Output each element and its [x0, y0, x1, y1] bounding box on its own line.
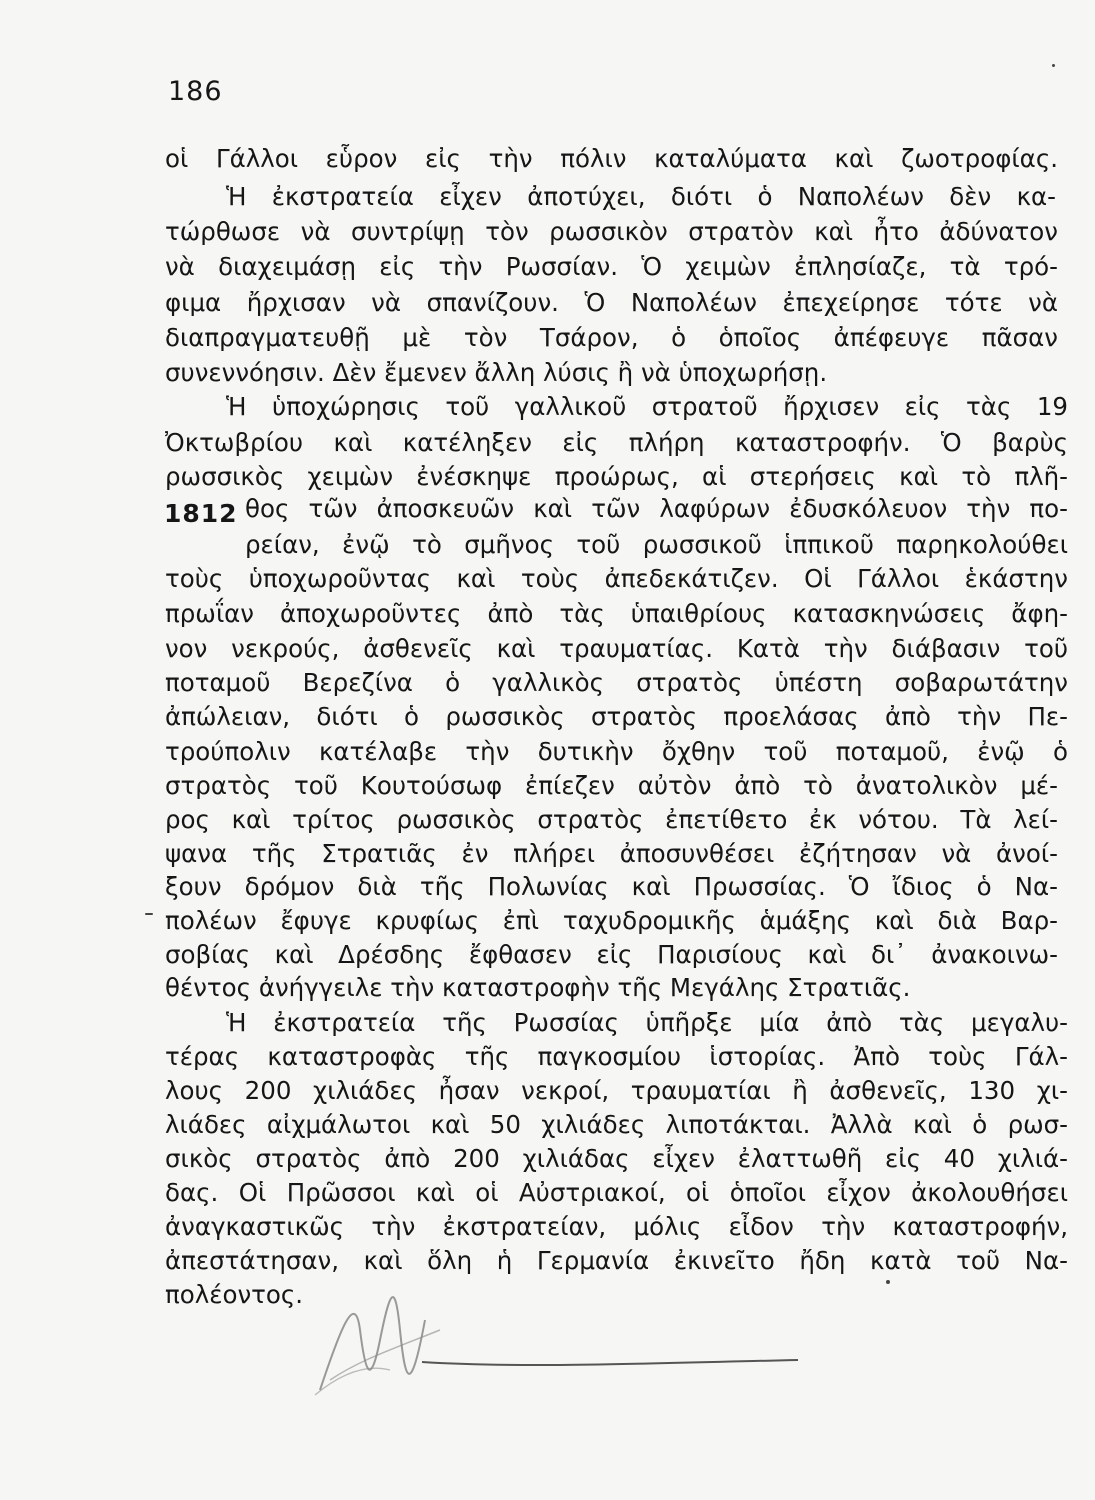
text-line: Ἡ ἐκστρατεία εἶχεν ἀποτύχει, διότι ὁ Ναπολέων δὲν κα-	[226, 182, 1056, 211]
text-line: ρωσσικὸς χειμὼν ἐνέσκηψε προώρως, αἱ στερήσεις καὶ τὸ πλῆ-	[165, 462, 1068, 491]
text-line: πρωΐαν ἀποχωροῦντες ἀπὸ τὰς ὑπαιθρίους κατασκηνώσεις ἄφη-	[165, 599, 1068, 628]
margin-note-year: 1812	[164, 499, 238, 528]
text-line: λιάδες αἰχμάλωτοι καὶ 50 χιλιάδες λιποτάκται. Ἀλλὰ καὶ ὁ ρωσ-	[165, 1110, 1068, 1139]
text-line: ξουν δρόμον διὰ τῆς Πολωνίας καὶ Πρωσσίας. Ὁ ἴδιος ὁ Να-	[165, 872, 1058, 901]
text-line: Ὀκτωβρίου καὶ κατέληξεν εἰς πλήρη καταστροφήν. Ὁ βαρὺς	[165, 428, 1068, 457]
text-line: λους 200 χιλιάδες ἦσαν νεκροί, τραυματίαι ἢ ἀσθενεῖς, 130 χι-	[165, 1076, 1068, 1105]
text-line: ρείαν, ἐνῷ τὸ σμῆνος τοῦ ρωσσικοῦ ἱππικοῦ παρηκολούθει	[245, 530, 1068, 559]
text-line: Ἡ ὑποχώρησις τοῦ γαλλικοῦ στρατοῦ ἤρχισεν εἰς τὰς 19	[226, 392, 1068, 421]
text-line: τοὺς ὑποχωροῦντας καὶ τοὺς ἀπεδεκάτιζεν. Οἱ Γάλλοι ἑκάστην	[165, 564, 1068, 593]
text-line: θέντος ἀνήγγειλε τὴν καταστροφὴν τῆς Μεγάλης Στρατιᾶς.	[165, 973, 911, 1002]
text-line: θος τῶν ἀποσκευῶν καὶ τῶν λαφύρων ἐδυσκόλευον τὴν πο-	[245, 494, 1068, 523]
decorative-line	[420, 1352, 800, 1372]
text-line: τώρθωσε νὰ συντρίψῃ τὸν ρωσσικὸν στρατὸν καὶ ἦτο ἀδύνατον	[165, 217, 1058, 246]
paper-speck	[886, 1280, 890, 1284]
text-line: διαπραγματευθῇ μὲ τὸν Τσάρον, ὁ ὁποῖος ἀπέφευγε πᾶσαν	[165, 323, 1058, 352]
text-line: οἱ Γάλλοι εὗρον εἰς τὴν πόλιν καταλύματα καὶ ζωοτροφίας.	[165, 144, 1058, 173]
text-line: ποταμοῦ Βερεζίνα ὁ γαλλικὸς στρατὸς ὑπέστη σοβαρωτάτην	[165, 668, 1068, 697]
text-line: πολέων ἔφυγε κρυφίως ἐπὶ ταχυδρομικῆς ἁμάξης καὶ διὰ Βαρ-	[165, 906, 1058, 935]
paper-mark	[145, 913, 153, 915]
text-line: φιμα ἤρχισαν νὰ σπανίζουν. Ὁ Ναπολέων ἐπεχείρησε τότε νὰ	[165, 288, 1058, 317]
text-line: Ἡ ἐκστρατεία τῆς Ρωσσίας ὑπῆρξε μία ἀπὸ τὰς μεγαλυ-	[226, 1008, 1068, 1037]
text-line: τέρας καταστροφὰς τῆς παγκοσμίου ἱστορίας. Ἀπὸ τοὺς Γάλ-	[165, 1042, 1068, 1071]
text-line: δας. Οἱ Πρῶσσοι καὶ οἱ Αὐστριακοί, οἱ ὁποῖοι εἶχον ἀκολουθήσει	[165, 1178, 1068, 1207]
text-line: νὰ διαχειμάσῃ εἰς τὴν Ρωσσίαν. Ὁ χειμὼν ἐπλησίαζε, τὰ τρό-	[165, 252, 1058, 281]
text-line: τρούπολιν κατέλαβε τὴν δυτικὴν ὄχθην τοῦ ποταμοῦ, ἐνῷ ὁ	[165, 737, 1068, 766]
text-line: ἀναγκαστικῶς τὴν ἐκστρατείαν, μόλις εἶδον τὴν καταστροφήν,	[165, 1212, 1068, 1241]
text-line: πολέοντος.	[165, 1280, 304, 1309]
text-line: σοβίας καὶ Δρέσδης ἔφθασεν εἰς Παρισίους καὶ δι᾿ ἀνακοινω-	[165, 940, 1058, 969]
handwritten-signature	[300, 1270, 520, 1430]
text-line: σικὸς στρατὸς ἀπὸ 200 χιλιάδας εἶχεν ἐλαττωθῆ εἰς 40 χιλιά-	[165, 1144, 1068, 1173]
text-line: ἀπώλειαν, διότι ὁ ρωσσικὸς στρατὸς προελάσας ἀπὸ τὴν Πε-	[165, 702, 1068, 731]
page-number: 186	[168, 76, 223, 107]
text-line: στρατὸς τοῦ Κουτούσωφ ἐπίεζεν αὐτὸν ἀπὸ τὸ ἀνατολικὸν μέ-	[165, 771, 1058, 800]
text-line: ἀπεστάτησαν, καὶ ὅλη ἡ Γερμανία ἐκινεῖτο ἤδη κατὰ τοῦ Να-	[165, 1246, 1068, 1275]
text-line: ψανα τῆς Στρατιᾶς ἐν πλήρει ἀποσυνθέσει ἐζήτησαν νὰ ἀνοί-	[165, 839, 1058, 868]
text-line: ρος καὶ τρίτος ρωσσικὸς στρατὸς ἐπετίθετο ἐκ νότου. Τὰ λεί-	[165, 805, 1058, 834]
paper-speck	[1052, 64, 1055, 67]
text-line: νον νεκρούς, ἀσθενεῖς καὶ τραυματίας. Κατὰ τὴν διάβασιν τοῦ	[165, 634, 1068, 663]
text-line: συνεννόησιν. Δὲν ἔμενεν ἄλλη λύσις ἢ νὰ ὑποχωρήσῃ.	[165, 358, 828, 387]
